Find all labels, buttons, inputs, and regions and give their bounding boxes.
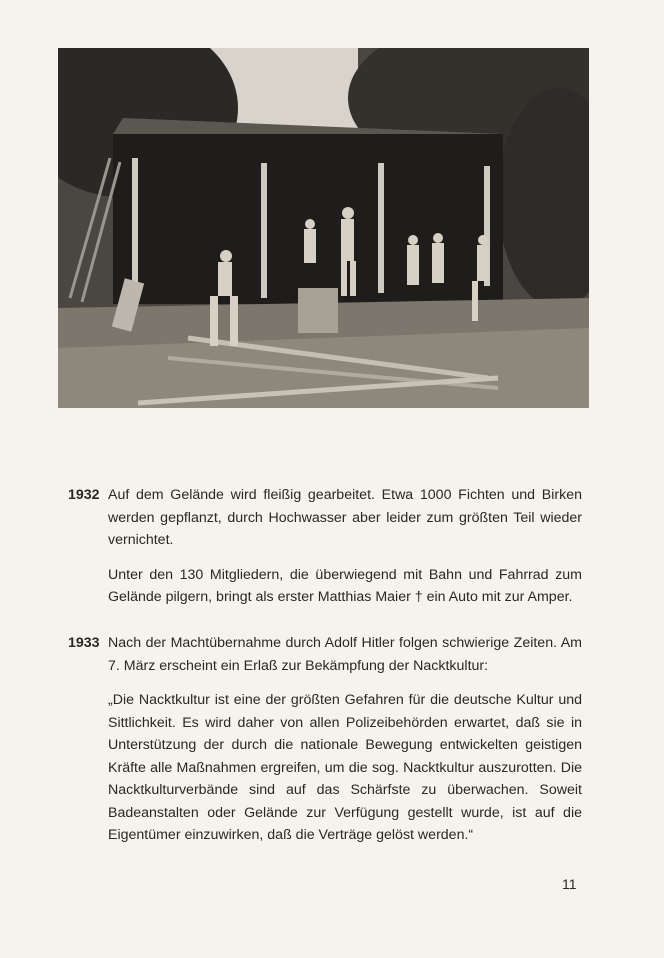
entry-1932 [68,484,582,621]
decree-quote: „Die Nacktkultur ist eine der größten Gefahren für die deutsche Kultur und Sittlichkeit. Es wird daher von allen Polizeibehörden erwartet, daß sie in Unterstützung der durch die nationale Bewegung entwickelten geistigen Kräfte alle Maßnahmen ergreifen, um die sog. Nacktkultur auszurotten. Die Nacktkulturverbände sind auf das Schärfste zu überwachen. Soweit Badeanstalten oder Gelände zur Verfügung gestellt wurde, ist auf die Eigentümer einzuwirken, daß die Verträge gelöst werden.“ [108,692,582,843]
year-label: 1932 [68,487,100,503]
paragraph: Unter den 130 Mitgliedern, die überwiegend mit Bahn und Fahrrad zum Gelände pilgern, bringt als erster Matthias Maier † ein Auto mit zur Amper. [108,566,582,605]
year-label: 1933 [68,635,100,651]
photo-illustration [58,48,589,408]
paragraph: Nach der Machtübernahme durch Adolf Hitler folgen schwierige Zeiten. Am 7. März erscheint ein Erlaß zur Bekämpfung der Nacktkultur: [108,635,582,674]
paragraph: Auf dem Gelände wird fleißig gearbeitet. Etwa 1000 Fichten und Birken werden gepflanzt, durch Hochwasser aber leider zum größten Teil wieder vernichtet. [108,487,582,548]
construction-photo [58,48,589,408]
page-number: 11 [562,876,577,892]
entry-1933 [68,632,582,859]
